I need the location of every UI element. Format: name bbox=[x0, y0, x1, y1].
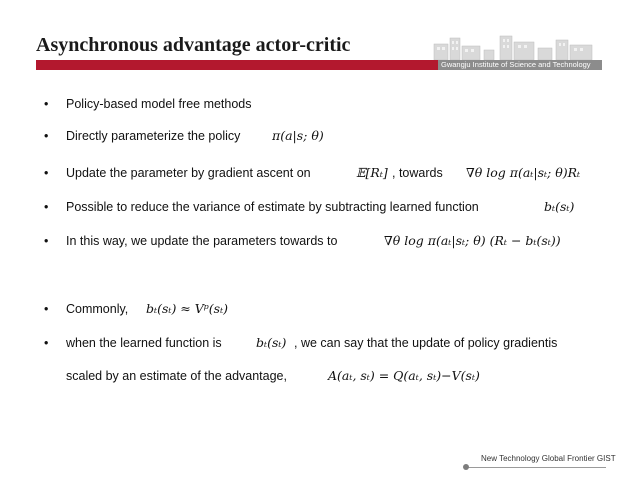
bullet-dot: • bbox=[44, 129, 49, 143]
bullet-text-continued: , towards bbox=[392, 166, 443, 180]
bullet-dot: • bbox=[44, 234, 49, 248]
continuation-text: scaled by an estimate of the advantage, bbox=[66, 369, 287, 383]
expected-return-formula: 𝔼[Rₜ] bbox=[356, 165, 388, 180]
slide-title: Asynchronous advantage actor-critic bbox=[36, 34, 351, 56]
bullet-text-continued: , we can say that the update of policy gradientis bbox=[294, 336, 558, 350]
bullet-text: Commonly, bbox=[66, 302, 129, 316]
campus-skyline-graphic bbox=[430, 30, 600, 60]
footer-dot bbox=[463, 464, 469, 470]
bullet-text: Update the parameter by gradient ascent on bbox=[66, 166, 311, 180]
footer-line bbox=[466, 467, 606, 468]
baseline-formula: bₜ(sₜ) bbox=[544, 199, 575, 214]
bullet-dot: • bbox=[44, 302, 49, 316]
bullet-text: Directly parameterize the policy bbox=[66, 129, 241, 143]
advantage-formula: A(aₜ, sₜ) = Q(aₜ, sₜ)−V(sₜ) bbox=[328, 368, 480, 383]
bullet-text: Possible to reduce the variance of estimate by subtracting learned function bbox=[66, 200, 479, 214]
update-formula: ∇θ log π(aₜ|sₜ; θ) (Rₜ − bₜ(sₜ)) bbox=[384, 233, 561, 248]
gradient-formula: ∇θ log π(aₜ|sₜ; θ)Rₜ bbox=[466, 165, 581, 180]
bullet-dot: • bbox=[44, 97, 49, 111]
value-approximation-formula: bₜ(sₜ) ≈ Vᵖ(sₜ) bbox=[146, 301, 229, 316]
footer-text: New Technology Global Frontier GIST bbox=[481, 454, 616, 463]
baseline-formula: bₜ(sₜ) bbox=[256, 335, 287, 350]
bullet-text: Policy-based model free methods bbox=[66, 97, 252, 111]
bullet-dot: • bbox=[44, 166, 49, 180]
bullet-text: In this way, we update the parameters towards to bbox=[66, 234, 338, 248]
institute-name: Gwangju Institute of Science and Technology bbox=[441, 60, 591, 69]
bullet-dot: • bbox=[44, 200, 49, 214]
bullet-text: when the learned function is bbox=[66, 336, 222, 350]
policy-formula: π(a|s; θ) bbox=[272, 128, 324, 143]
bullet-dot: • bbox=[44, 336, 49, 350]
